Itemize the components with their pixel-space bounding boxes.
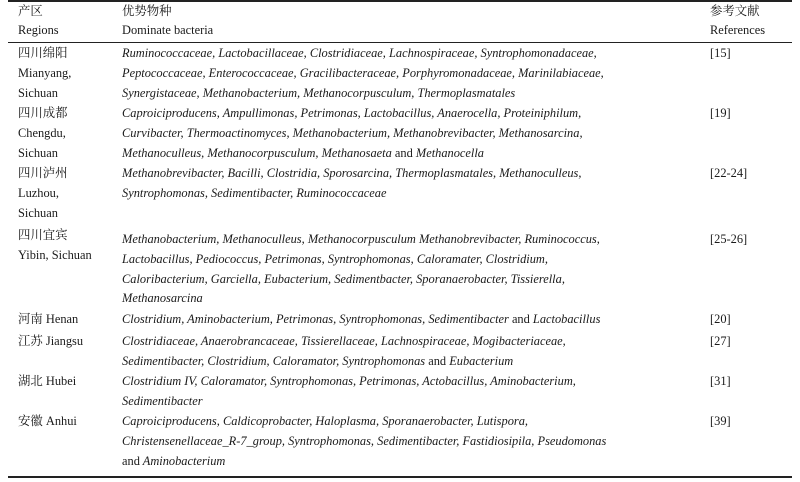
header-region-en: Regions — [18, 23, 59, 38]
table-row-ref: [39] — [710, 414, 731, 428]
table-row-region: 湖北 Hubei — [18, 374, 77, 388]
table-row-region: 四川泸州 Luzhou, Sichuan — [18, 166, 68, 220]
table-row-bacteria: Methanobacterium, Methanoculleus, Methanocorpusculum Methanobrevibacter, Ruminococcus, Lactobacillus, Pediococcus, Petrimonas, Syntrophomonas, Caloramater, Clostridium, Caloribacterium, Garciella, Eubacterium, Sedimentbacter, Sporanaerobacter, Tissierella, Methanosarcina — [122, 232, 600, 306]
table-row-region: 河南 Henan — [18, 312, 79, 326]
table-row-ref: [22-24] — [710, 166, 748, 180]
header-region — [18, 2, 59, 40]
table-bottom-rule — [8, 476, 792, 478]
table-row-ref: [27] — [710, 334, 731, 348]
header-region-cn: 产区 — [18, 4, 43, 18]
table-row-ref: [19] — [710, 106, 731, 120]
table-header-rule — [8, 42, 792, 43]
header-bacteria — [122, 2, 213, 40]
table-row-region: 安徽 Anhui — [18, 414, 77, 428]
table-row-ref: [20] — [710, 312, 731, 326]
table-row-region: 四川成都 Chengdu, Sichuan — [18, 106, 68, 160]
header-references — [710, 2, 765, 40]
table-row-region: 江苏 Jiangsu — [18, 334, 84, 348]
table-row-bacteria: Caproiciproducens, Caldicoprobacter, Haloplasma, Sporanaerobacter, Lutispora, Christensenellaceae_R-7_group, Syntrophomonas, Sedimentibacter, Fastidiosipila, Pseudomonas and Aminobacterium — [122, 414, 607, 468]
table-row-bacteria: Clostridium IV, Caloramator, Syntrophomonas, Petrimonas, Actobacillus, Aminobacterium, Sedimentibacter — [122, 374, 576, 408]
table-row-region: 四川宜宾 Yibin, Sichuan — [18, 228, 92, 262]
table-row-ref: [31] — [710, 374, 731, 388]
header-ref-en: References — [710, 23, 766, 38]
header-bacteria-en: Dominate bacteria — [122, 23, 214, 38]
table-row-bacteria: Clostridiaceae, Anaerobrancaceae, Tissierellaceae, Lachnospiraceae, Mogibacteriaceae, Sedimentibacter, Clostridium, Caloramator, Syntrophomonas and Eubacterium — [122, 334, 566, 368]
header-bacteria-cn: 优势物种 — [122, 4, 172, 18]
table-row-bacteria: Ruminococcaceae, Lactobacillaceae, Clostridiaceae, Lachnospiraceae, Syntrophomonadaceae, Peptococcaceae, Enterococcaceae, Gracilibacteraceae, Porphyromonadaceae, Marinilabiaceae, Synergistaceae, Methanobacterium, Methanocorpusculum, Thermoplasmatales — [122, 46, 604, 100]
table-row-ref: [15] — [710, 46, 731, 60]
table-row-bacteria: Clostridium, Aminobacterium, Petrimonas, Syntrophomonas, Sedimentibacter and Lactobacillus — [122, 312, 601, 326]
header-ref-cn: 参考文献 — [710, 4, 760, 18]
table-row-bacteria: Methanobrevibacter, Bacilli, Clostridia, Sporosarcina, Thermoplasmatales, Methanoculleus, Syntrophomonas, Sedimentibacter, Ruminococcaceae — [122, 166, 582, 200]
table-row-ref: [25-26] — [710, 232, 748, 246]
table-row-region: 四川绵阳 Mianyang, Sichuan — [18, 46, 72, 100]
table-row-bacteria: Caproiciproducens, Ampullimonas, Petrimonas, Lactobacillus, Anaerocella, Proteiniphilum, Curvibacter, Thermoactinomyces, Methanobacterium, Methanobrevibacter, Methanosarcina, Methanoculleus, Methanocorpusculum, Methanosaeta and Methanocella — [122, 106, 583, 160]
